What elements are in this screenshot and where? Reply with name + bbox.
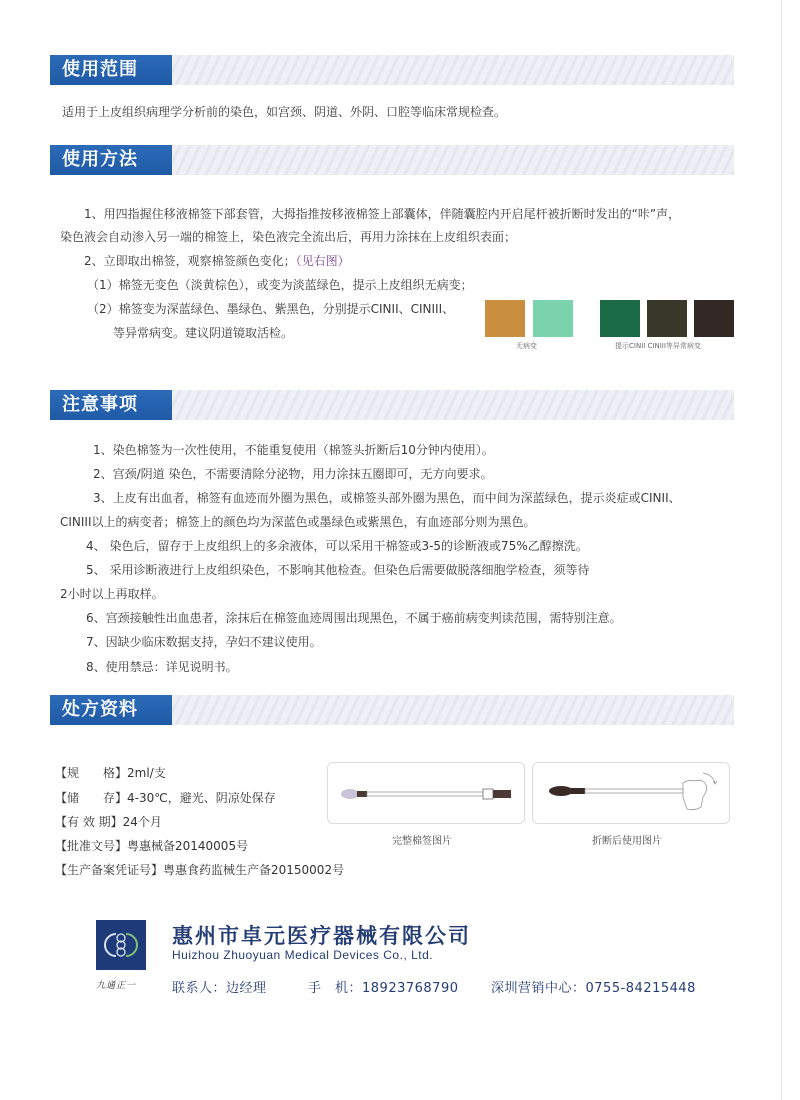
logo-slogan: 九通正一 (96, 981, 137, 991)
section-title: 使用范围 (50, 55, 172, 85)
broken-swab-image (532, 762, 730, 824)
page-edge-line (781, 0, 782, 1100)
section-header-precautions (50, 390, 734, 420)
broken-swab-caption: 折断后使用图片 (592, 836, 662, 847)
method-result2-line1: （2）棉签变为深蓝绿色、墨绿色、紫黑色，分别提示CINII、CINIII、 (87, 302, 455, 316)
section-header-scope (50, 55, 734, 85)
precaution-item: 1、染色棉签为一次性使用，不能重复使用（棉签头折断后10分钟内使用）。 (93, 443, 494, 457)
spec-storage: 【储 存】4-30℃，避光、阴凉处保存 (55, 791, 276, 805)
precaution-item: 7、因缺少临床数据支持，孕妇不建议使用。 (86, 635, 322, 649)
header-bar-decoration (172, 390, 734, 420)
header-bar-decoration (172, 695, 734, 725)
method-step2-text: 2、立即取出棉签，观察棉签颜色变化； (84, 254, 296, 268)
scope-text: 适用于上皮组织病理学分析前的染色，如宫颈、阴道、外阴、口腔等临床常规检查。 (62, 105, 507, 119)
spec-production-record: 【生产备案凭证号】粤惠食药监械生产备20150002号 (55, 863, 345, 877)
color-swatch-ink-green (647, 300, 687, 337)
swatch-label-abnormal: 提示CINII CINIII等异常病变 (615, 342, 701, 350)
spec-specification: 【规 格】2ml/支 (55, 766, 166, 780)
method-result1: （1）棉签无变色（淡黄棕色），或变为淡蓝绿色，提示上皮组织无病变； (87, 278, 473, 292)
header-bar-decoration (172, 55, 734, 85)
contact-shenzhen-office: 深圳营销中心：0755-84215448 (491, 981, 696, 996)
spec-shelf-life: 【有 效 期】24个月 (55, 815, 162, 829)
section-title: 处方资料 (50, 695, 172, 725)
precaution-item: 2、宫颈/阴道 染色，不需要清除分泌物，用力涂抹五圈即可，无方向要求。 (93, 467, 493, 481)
method-step1-line1: 1、用四指握住移液棉签下部套管，大拇指推按移液棉签上部囊体，伴随囊腔内开启尾杆被折断时发出的“咔”声， (84, 207, 681, 221)
precaution-item-continued: CINIII以上的病变者；棉签上的颜色均为深蓝色或墨绿色或紫黑色，有血迹部分则为黑色。 (60, 515, 536, 529)
contact-mobile: 手 机：18923768790 (308, 981, 459, 996)
color-swatch-dark-blue-green (600, 300, 640, 337)
method-step1-line2: 染色液会自动渗入另一端的棉签上，染色液完全流出后，再用力涂抹在上皮组织表面； (60, 230, 517, 244)
precaution-item: 6、宫颈接触性出血患者，涂抹后在棉签血迹周围出现黑色，不属于癌前病变判读范围，需特别注意。 (86, 611, 622, 625)
precaution-item: 3、上皮有出血者，棉签有血迹而外圈为黑色，或棉签头部外圈为黑色，而中间为深蓝绿色，提示炎症或CINII、 (93, 491, 681, 505)
section-title: 使用方法 (50, 145, 172, 175)
company-name-en: Huizhou Zhuoyuan Medical Devices Co., Ltd. (172, 948, 434, 962)
precaution-item: 5、 采用诊断液进行上皮组织染色，不影响其他检查。但染色后需要做脱落细胞学检查，须等待 (86, 563, 590, 577)
method-step2 (84, 253, 350, 269)
logo-rings-icon (96, 920, 146, 970)
precaution-item: 4、 染色后，留存于上皮组织上的多余液体，可以采用干棉签或3-5的诊断液或75%乙醇擦洗。 (86, 539, 588, 553)
spec-approval-number: 【批准文号】粤惠械备20140005号 (55, 839, 249, 853)
complete-swab-image (327, 762, 525, 824)
swab-broken-hand-icon (533, 763, 731, 825)
swab-intact-icon (328, 763, 526, 825)
header-bar-decoration (172, 145, 734, 175)
precaution-item: 8、使用禁忌：详见说明书。 (86, 660, 238, 674)
precaution-item-continued: 2小时以上再取样。 (60, 587, 164, 601)
section-header-prescription (50, 695, 734, 725)
method-step2-ref: （见右图） (295, 254, 350, 268)
swatch-label-normal: 无病变 (516, 342, 537, 350)
color-swatch-pale-blue-green (533, 300, 573, 337)
company-name-cn: 惠州市卓元医疗器械有限公司 (172, 924, 471, 948)
color-swatch-pale-yellow-brown (485, 300, 525, 337)
contact-person: 联系人：边经理 (172, 981, 267, 996)
company-logo (96, 920, 146, 970)
color-swatch-purple-black (694, 300, 734, 337)
section-title: 注意事项 (50, 390, 172, 420)
complete-swab-caption: 完整棉签图片 (392, 836, 452, 847)
section-header-method (50, 145, 734, 175)
method-result2-line2: 等异常病变。建议阴道镜取活检。 (113, 326, 294, 340)
